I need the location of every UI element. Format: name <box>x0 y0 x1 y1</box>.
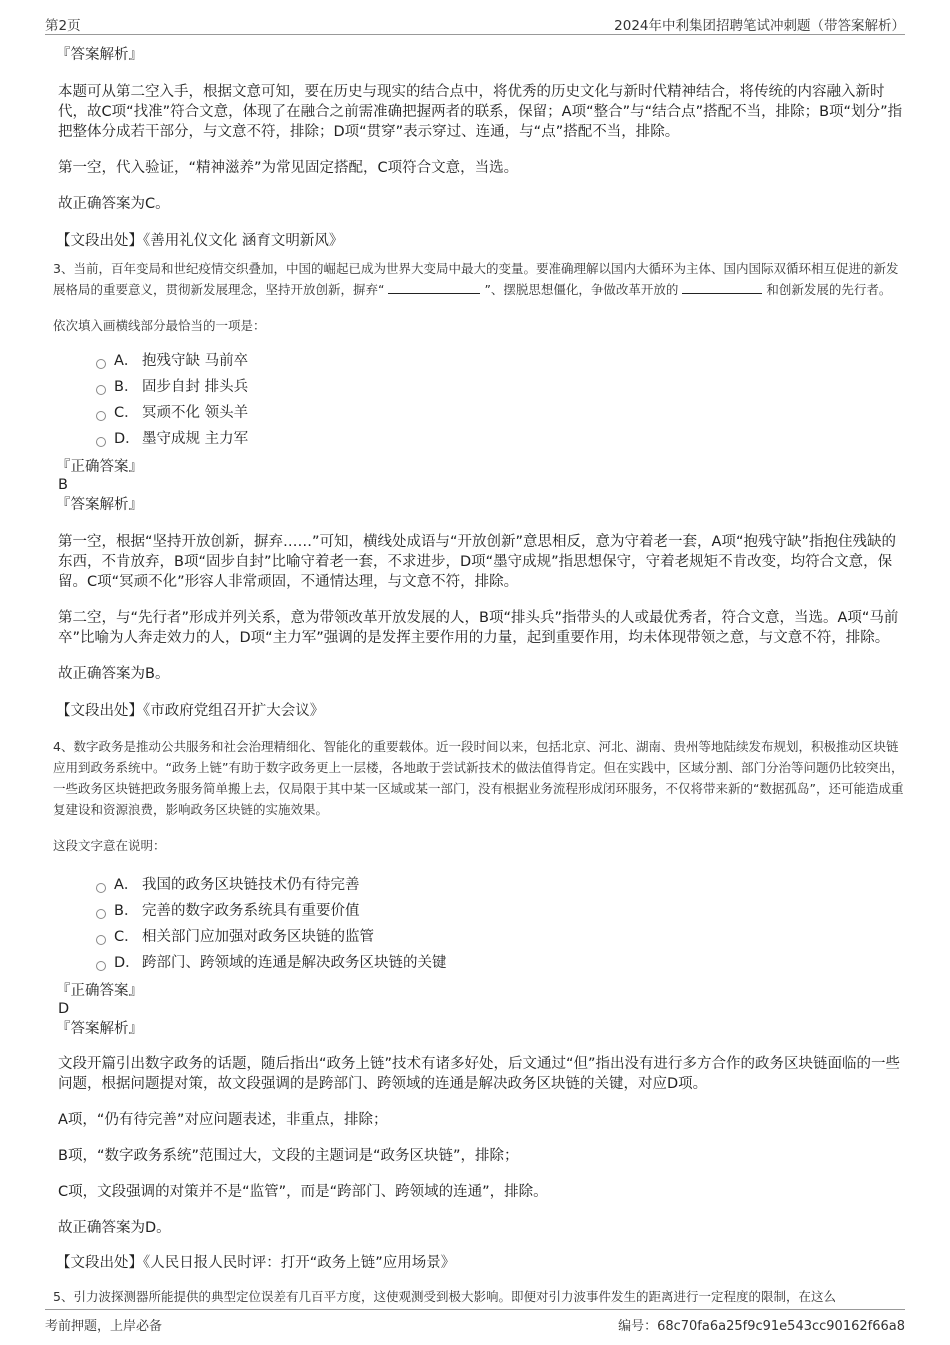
page-footer <box>45 1309 905 1332</box>
question-3-text-part3: 和创新发展的先行者。 <box>766 282 892 297</box>
analysis-paragraph: 故正确答案为C。 <box>58 196 170 212</box>
option-text: 跨部门、跨领域的连通是解决政务区块链的关键 <box>142 955 447 971</box>
option-letter: C． <box>114 405 139 421</box>
source-citation: 【文段出处】《市政府党组召开扩大会议》 <box>56 703 325 719</box>
analysis-paragraph: 第一空，根据“坚持开放创新，摒弃……”可知，横线处成语与“开放创新”意思相反，意为守着老一套，A项“抱残守缺”指抱住残缺的东西，不肯放弃，B项“固步自封”比喻守着老一套，不求进步，D项“墨守成规”指思想保守，守着老规矩不肯改变，均符合文意，保留。C项“冥顽不化”形容人非常顽固，不通情达理，与文意不符，排除。 <box>58 534 896 590</box>
option-letter: A． <box>114 877 139 893</box>
question-3-prompt: 依次填入画横线部分最恰当的一项是： <box>53 318 266 333</box>
question-4-prompt: 这段文字意在说明： <box>53 838 166 853</box>
radio-icon[interactable] <box>96 385 106 395</box>
option-letter: A． <box>114 353 139 369</box>
option-a[interactable] <box>96 872 905 898</box>
radio-icon[interactable] <box>96 411 106 421</box>
option-text: 完善的数字政务系统具有重要价值 <box>142 903 360 919</box>
analysis-label: 『答案解析』 <box>56 497 143 513</box>
question-3-text-part2: ”、摆脱思想僵化，争做改革开放的 <box>484 282 679 297</box>
analysis-paragraph: 本题可从第二空入手，根据文意可知，要在历史与现实的结合点中，将优秀的历史文化与新时代精神结合，将传统的内容融入新时代，故C项“找准”符合文意，体现了在融合之前需准确把握两者的联系，保留；A项“整合”与“结合点”搭配不当，排除；B项“划分”指把整体分成若干部分，与文意不符，排除；D项“贯穿”表示穿过、连通，与“点”搭配不当，排除。 <box>58 84 903 140</box>
correct-answer-label: 『正确答案』 <box>56 983 143 999</box>
correct-answer-value: D <box>58 1001 70 1017</box>
analysis-paragraph: 第二空，与“先行者”形成并列关系，意为带领改革开放发展的人，B项“排头兵”指带头的人或最优秀者，符合文意，当选。A项“马前卒”比喻为人奔走效力的人，D项“主力军”强调的是发挥主要作用的力量，起到重要作用，均未体现带领之意，与文意不符，排除。 <box>58 610 899 646</box>
option-d[interactable] <box>96 950 905 976</box>
option-text: 冥顽不化 领头羊 <box>142 405 249 421</box>
analysis-paragraph: C项，文段强调的对策并不是“监管”，而是“跨部门、跨领域的连通”，排除。 <box>58 1184 548 1200</box>
document-code <box>618 1315 905 1334</box>
code-label: 编号： <box>618 1319 658 1334</box>
question-3-options <box>96 348 905 452</box>
question-4-text: 4、数字政务是推动公共服务和社会治理精细化、智能化的重要载体。近一段时间以来，包括北京、河北、湖南、贵州等地陆续发布规划，积极推动区块链应用到政务系统中。“政务上链”有助于数字政务更上一层楼，各地敢于尝试新技术的做法值得肯定。但在实践中，区域分割、部门分治等问题仍比较突出，一些政务区块链把政务服务简单搬上去，仅局限于其中某一区域或某一部门，没有根据业务流程形成闭环服务，不仅将带来新的“数据孤岛”，还可能造成重复建设和资源浪费，影响政务区块链的实施效果。 <box>53 739 904 817</box>
radio-icon[interactable] <box>96 935 106 945</box>
analysis-paragraph: A项，“仍有待完善”对应问题表述，非重点，排除； <box>58 1112 388 1128</box>
correct-answer-value: B <box>58 477 68 493</box>
option-letter: D． <box>114 955 140 971</box>
correct-answer-label: 『正确答案』 <box>56 459 143 475</box>
question-3-text-part1: 3、当前，百年变局和世纪疫情交织叠加，中国的崛起已成为世界大变局中最大的变量。要准确理解以国内大循环为主体、国内国际双循环相互促进的新发展格局的重要意义，贯彻新发展理念，坚持开放创新，摒弃“ <box>53 261 899 297</box>
analysis-paragraph: 故正确答案为B。 <box>58 666 170 682</box>
analysis-label: 『答案解析』 <box>56 1021 143 1037</box>
analysis-paragraph: 文段开篇引出数字政务的话题，随后指出“政务上链”技术有诸多好处，后文通过“但”指出没有进行多方合作的政务区块链面临的一些问题，根据问题提对策，故文段强调的是跨部门、跨领域的连通是解决政务区块链的关键，对应D项。 <box>58 1056 901 1092</box>
option-letter: D． <box>114 431 140 447</box>
option-text: 墨守成规 主力军 <box>142 431 249 447</box>
answer-blank-1 <box>388 281 480 294</box>
option-text: 相关部门应加强对政务区块链的监管 <box>142 929 374 945</box>
option-a[interactable] <box>96 348 905 374</box>
analysis-label: 『答案解析』 <box>56 47 143 63</box>
option-b[interactable] <box>96 898 905 924</box>
answer-blank-2 <box>682 281 762 294</box>
page-number: 第2页 <box>45 18 81 34</box>
analysis-paragraph: 第一空，代入验证，“精神滋养”为常见固定搭配，C项符合文意，当选。 <box>58 160 519 176</box>
option-c[interactable] <box>96 924 905 950</box>
question-5-text: 5、引力波探测器所能提供的典型定位误差有几百平方度，这使观测受到极大影响。即便对引力波事件发生的距离进行一定程度的限制，在这么 <box>53 1289 836 1304</box>
page-header <box>45 14 905 35</box>
option-d[interactable] <box>96 426 905 452</box>
document-title: 2024年中利集团招聘笔试冲刺题（带答案解析） <box>614 18 905 34</box>
option-letter: C． <box>114 929 139 945</box>
option-text: 抱残守缺 马前卒 <box>142 353 249 369</box>
option-letter: B． <box>114 903 139 919</box>
radio-icon[interactable] <box>96 359 106 369</box>
radio-icon[interactable] <box>96 883 106 893</box>
question-3-text <box>53 258 905 300</box>
analysis-paragraph: B项，“数字政务系统”范围过大，文段的主题词是“政务区块链”，排除； <box>58 1148 519 1164</box>
option-letter: B． <box>114 379 139 395</box>
radio-icon[interactable] <box>96 961 106 971</box>
analysis-paragraph: 故正确答案为D。 <box>58 1220 171 1236</box>
option-text: 固步自封 排头兵 <box>142 379 249 395</box>
code-value: 68c70fa6a25f9c91e543cc90162f66a8 <box>657 1319 905 1334</box>
radio-icon[interactable] <box>96 909 106 919</box>
option-b[interactable] <box>96 374 905 400</box>
document-body <box>53 38 905 1307</box>
footer-slogan: 考前押题，上岸必备 <box>45 1319 163 1334</box>
source-citation: 【文段出处】《善用礼仪文化 涵育文明新风》 <box>56 233 344 249</box>
option-text: 我国的政务区块链技术仍有待完善 <box>142 877 360 893</box>
option-c[interactable] <box>96 400 905 426</box>
question-4-options <box>96 872 905 976</box>
source-citation: 【文段出处】《人民日报人民时评：打开“政务上链”应用场景》 <box>56 1255 456 1271</box>
radio-icon[interactable] <box>96 437 106 447</box>
